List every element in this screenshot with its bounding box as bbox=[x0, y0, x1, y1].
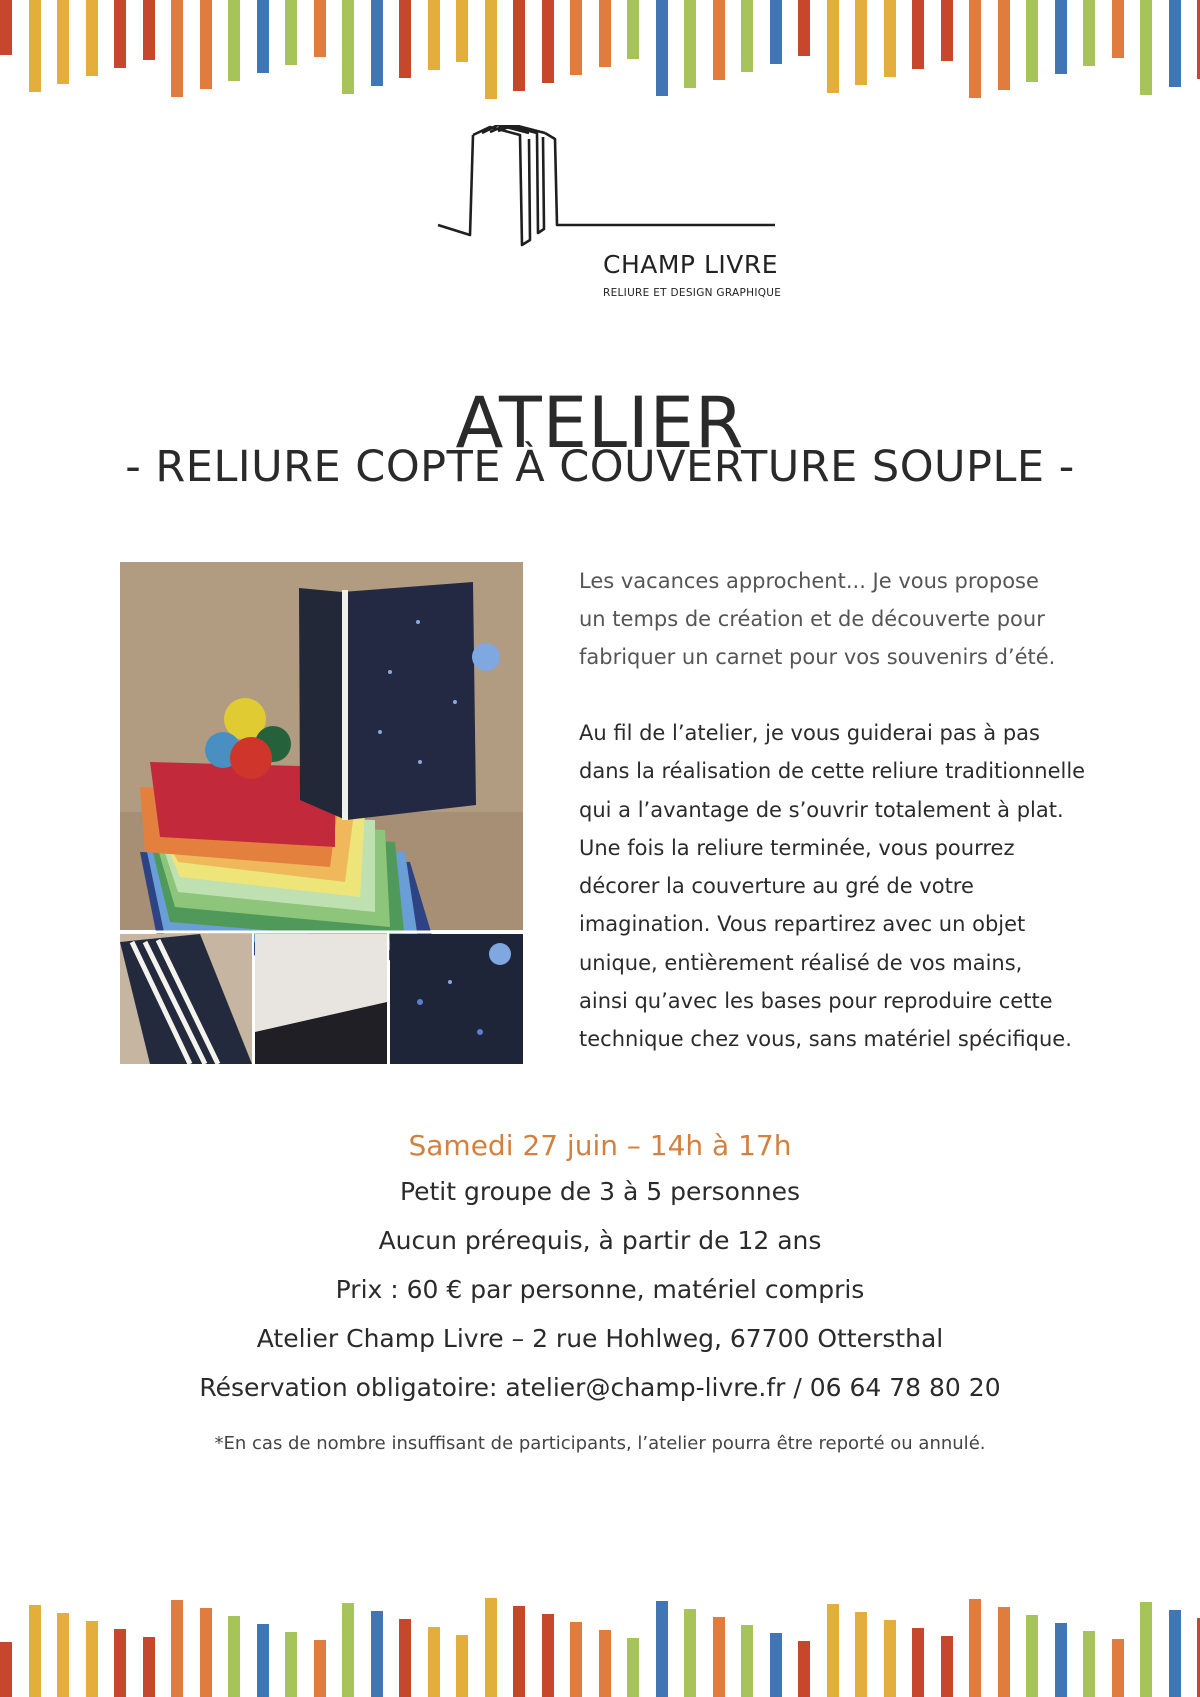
cancellation-note: *En cas de nombre insuffisant de participants, l’atelier pourra être reporté ou annulé. bbox=[214, 1433, 986, 1454]
decorative-stripe bbox=[884, 1620, 896, 1697]
address: Atelier Champ Livre – 2 rue Hohlweg, 67700 Ottersthal bbox=[256, 1324, 944, 1353]
decorative-stripe bbox=[114, 0, 126, 68]
decorative-stripe bbox=[941, 0, 953, 61]
decorative-stripe bbox=[399, 0, 411, 78]
decorative-stripe bbox=[342, 0, 354, 94]
decorative-stripe bbox=[1112, 1639, 1124, 1697]
decorative-stripe bbox=[399, 1619, 411, 1697]
decorative-stripe bbox=[257, 1624, 269, 1697]
decorative-stripe bbox=[1140, 1602, 1152, 1697]
body-line: ainsi qu’avec les bases pour reproduire cette bbox=[579, 989, 1053, 1014]
decorative-stripe bbox=[29, 0, 41, 92]
decorative-stripe bbox=[513, 1606, 525, 1697]
decorative-stripe bbox=[912, 1628, 924, 1697]
body-line: technique chez vous, sans matériel spécifique. bbox=[579, 1027, 1072, 1052]
body-line: qui a l’avantage de s’ouvrir totalement à plat. bbox=[579, 797, 1064, 822]
decorative-stripe bbox=[86, 1621, 98, 1697]
group-size: Petit groupe de 3 à 5 personnes bbox=[399, 1177, 801, 1206]
decorative-stripe bbox=[1083, 1631, 1095, 1697]
decorative-stripe bbox=[1055, 0, 1067, 74]
decorative-stripe bbox=[314, 1640, 326, 1697]
notebook-icon bbox=[299, 582, 500, 820]
decorative-stripe bbox=[86, 0, 98, 76]
page-title: ATELIER bbox=[455, 381, 745, 464]
decorative-stripe bbox=[0, 0, 12, 55]
decorative-stripe bbox=[941, 1636, 953, 1697]
decorative-stripe bbox=[228, 1616, 240, 1697]
intro-line: un temps de création et de découverte pour bbox=[579, 607, 1045, 631]
decorative-stripe bbox=[998, 1607, 1010, 1697]
decorative-stripe bbox=[798, 0, 810, 56]
decorative-stripe bbox=[599, 1630, 611, 1697]
decorative-stripe bbox=[171, 0, 183, 97]
decorative-stripe bbox=[627, 0, 639, 59]
detail-photo-spine bbox=[120, 934, 252, 1064]
decorative-stripe bbox=[143, 1637, 155, 1697]
decorative-stripe bbox=[1026, 1615, 1038, 1697]
decorative-stripe bbox=[513, 0, 525, 91]
brand-name: CHAMP LIVRE bbox=[603, 250, 779, 279]
decorative-stripe bbox=[542, 0, 554, 83]
decorative-stripe bbox=[456, 0, 468, 62]
decorative-stripe bbox=[57, 1613, 69, 1697]
body-line: dans la réalisation de cette reliure traditionnelle bbox=[579, 759, 1086, 784]
decorative-stripe bbox=[798, 1641, 810, 1697]
prerequisites: Aucun prérequis, à partir de 12 ans bbox=[378, 1226, 822, 1255]
decorative-stripe bbox=[200, 0, 212, 89]
decorative-stripe bbox=[428, 1627, 440, 1697]
decorative-stripe bbox=[713, 0, 725, 80]
decorative-stripes-top bbox=[0, 0, 1200, 100]
decorative-stripe bbox=[485, 0, 497, 99]
decorative-stripe bbox=[770, 1633, 782, 1697]
detail-photo-pages bbox=[255, 934, 387, 1064]
decorative-stripe bbox=[912, 0, 924, 69]
decorative-stripe bbox=[200, 1608, 212, 1697]
decorative-stripe bbox=[684, 1609, 696, 1697]
decorative-stripe bbox=[1169, 0, 1181, 87]
decorative-stripe bbox=[713, 1617, 725, 1697]
decorative-stripe bbox=[228, 0, 240, 81]
decorative-stripe bbox=[969, 0, 981, 98]
decorative-stripe bbox=[456, 1635, 468, 1697]
decorative-stripe bbox=[855, 0, 867, 85]
workshop-details bbox=[0, 1125, 1200, 1412]
body-line: Une fois la reliure terminée, vous pourrez bbox=[579, 835, 1015, 860]
description-paragraph bbox=[579, 714, 1099, 1059]
brand-tagline: RELIURE ET DESIGN GRAPHIQUE bbox=[603, 287, 782, 299]
decorative-stripe bbox=[770, 0, 782, 64]
booking-contact: Réservation obligatoire: atelier@champ-livre.fr / 06 64 78 80 20 bbox=[199, 1373, 1001, 1402]
workshop-photos bbox=[120, 562, 523, 1064]
decorative-stripe bbox=[371, 1611, 383, 1697]
decorative-stripe bbox=[599, 0, 611, 67]
decorative-stripe bbox=[1055, 1623, 1067, 1697]
decorative-stripe bbox=[998, 0, 1010, 90]
workshop-date: Samedi 27 juin – 14h à 17h bbox=[408, 1129, 792, 1162]
page-subtitle: - RELIURE COPTE À COUVERTURE SOUPLE - bbox=[125, 442, 1075, 492]
main-photo bbox=[120, 562, 523, 962]
intro-line: fabriquer un carnet pour vos souvenirs d’été. bbox=[579, 645, 1056, 669]
detail-photo-cover bbox=[390, 934, 523, 1064]
decorative-stripe bbox=[570, 0, 582, 75]
decorative-stripe bbox=[684, 0, 696, 88]
decorative-stripe bbox=[656, 1601, 668, 1697]
decorative-stripe bbox=[741, 1625, 753, 1697]
decorative-stripe bbox=[342, 1603, 354, 1697]
body-line: Au fil de l’atelier, je vous guiderai pas à pas bbox=[579, 721, 1040, 745]
decorative-stripe bbox=[1112, 0, 1124, 58]
decorative-stripe bbox=[1169, 1610, 1181, 1697]
decorative-stripe bbox=[143, 0, 155, 60]
decorative-stripe bbox=[542, 1614, 554, 1697]
decorative-stripe bbox=[741, 0, 753, 72]
decorative-stripe bbox=[114, 1629, 126, 1697]
decorative-stripe bbox=[428, 0, 440, 70]
decorative-stripe bbox=[969, 1599, 981, 1697]
decorative-stripe bbox=[627, 1638, 639, 1697]
decorative-stripe bbox=[171, 1600, 183, 1697]
decorative-stripe bbox=[1083, 0, 1095, 66]
decorative-stripe bbox=[1140, 0, 1152, 95]
decorative-stripe bbox=[827, 0, 839, 93]
body-line: décorer la couverture au gré de votre bbox=[579, 874, 974, 899]
decorative-stripe bbox=[29, 1605, 41, 1697]
decorative-stripe bbox=[371, 0, 383, 86]
decorative-stripe bbox=[285, 0, 297, 65]
decorative-stripe bbox=[884, 0, 896, 77]
decorative-stripe bbox=[656, 0, 668, 96]
decorative-stripes-bottom bbox=[0, 1530, 1200, 1697]
decorative-stripe bbox=[1026, 0, 1038, 82]
decorative-stripe bbox=[0, 1642, 12, 1697]
body-line: imagination. Vous repartirez avec un objet bbox=[579, 912, 1026, 937]
decorative-stripe bbox=[485, 1598, 497, 1697]
body-line: unique, entièrement réalisé de vos mains, bbox=[579, 950, 1023, 975]
decorative-stripe bbox=[314, 0, 326, 57]
intro-line: Les vacances approchent... Je vous propose bbox=[579, 569, 1039, 593]
decorative-stripe bbox=[570, 1622, 582, 1697]
intro-paragraph bbox=[579, 562, 1099, 676]
decorative-stripe bbox=[57, 0, 69, 84]
price: Prix : 60 € par personne, matériel compris bbox=[335, 1275, 865, 1304]
decorative-stripe bbox=[285, 1632, 297, 1697]
decorative-stripe bbox=[257, 0, 269, 73]
decorative-stripe bbox=[855, 1612, 867, 1697]
decorative-stripe bbox=[827, 1604, 839, 1697]
